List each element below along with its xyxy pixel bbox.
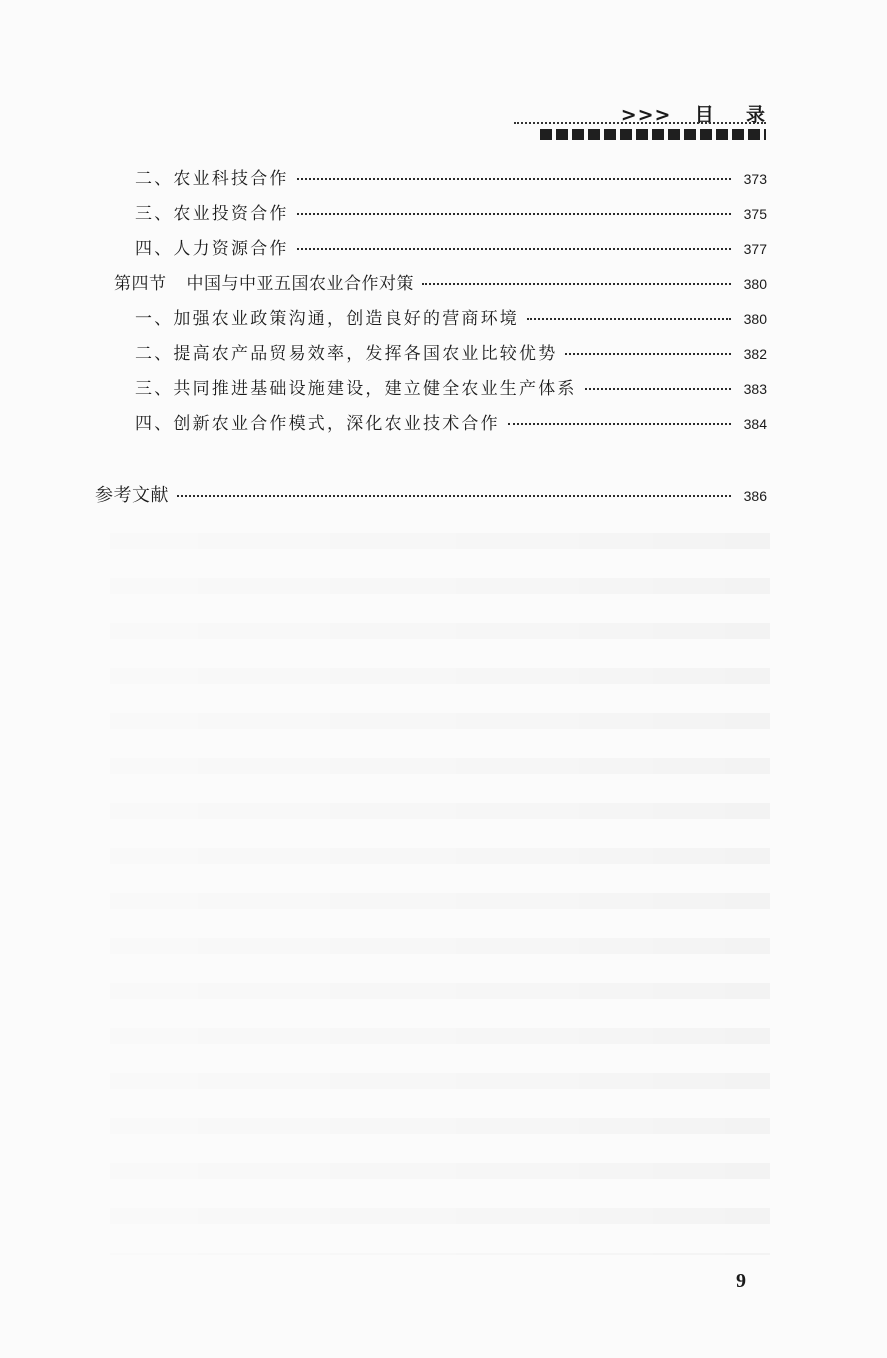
toc-entry-page: 383 <box>743 381 767 397</box>
toc-references-entry[interactable] <box>95 481 767 507</box>
running-header <box>514 98 766 144</box>
dot-leader <box>177 495 731 497</box>
toc-entry-title: 二、提高农产品贸易效率，发挥各国农业比较优势 <box>135 344 558 364</box>
dot-leader <box>422 283 731 285</box>
dot-leader <box>527 318 731 320</box>
toc-entry[interactable] <box>135 374 767 400</box>
header-chevrons: >>> <box>620 104 672 126</box>
toc-entry-page: 373 <box>743 171 767 187</box>
toc-entry-title: 参考文献 <box>95 485 169 506</box>
dot-leader <box>297 248 731 250</box>
dot-leader <box>297 178 731 180</box>
toc-entry-page: 380 <box>743 311 767 327</box>
dot-leader <box>297 213 731 215</box>
toc-entry[interactable] <box>135 234 767 260</box>
toc-entry-title: 三、农业投资合作 <box>135 204 289 224</box>
toc-entry[interactable] <box>135 164 767 190</box>
toc-section-entry[interactable] <box>114 269 767 295</box>
dot-leader <box>508 423 731 425</box>
toc-entry[interactable] <box>135 199 767 225</box>
toc-entry-title: 三、共同推进基础设施建设，建立健全农业生产体系 <box>135 379 577 399</box>
toc-entry-page: 375 <box>743 206 767 222</box>
toc-entry-title: 一、加强农业政策沟通，创造良好的营商环境 <box>135 309 519 329</box>
toc-entry-title: 中国与中亚五国农业合作对策 <box>186 274 414 294</box>
dot-leader <box>565 353 731 355</box>
dot-leader <box>585 388 731 390</box>
toc-entry-title: 四、创新农业合作模式，深化农业技术合作 <box>135 414 500 434</box>
toc-entry-title: 四、人力资源合作 <box>135 239 289 259</box>
toc-entry-page: 382 <box>743 346 767 362</box>
toc-entry-title: 二、农业科技合作 <box>135 169 289 189</box>
page-number: 9 <box>736 1270 746 1292</box>
header-char-lu: 录 <box>745 104 766 126</box>
toc-entry-page: 386 <box>743 488 767 504</box>
toc-entry-page: 384 <box>743 416 767 432</box>
header-char-mu: 目 <box>694 104 715 126</box>
bleed-through-texture <box>110 515 770 1255</box>
toc-entry[interactable] <box>135 409 767 435</box>
toc-entry[interactable] <box>135 339 767 365</box>
toc-entry[interactable] <box>135 304 767 330</box>
toc-entry-page: 380 <box>743 276 767 292</box>
toc-section-label: 第四节 <box>114 274 167 294</box>
header-dotted-rule <box>514 122 766 124</box>
header-block-rule <box>540 129 766 140</box>
toc-entry-page: 377 <box>743 241 767 257</box>
